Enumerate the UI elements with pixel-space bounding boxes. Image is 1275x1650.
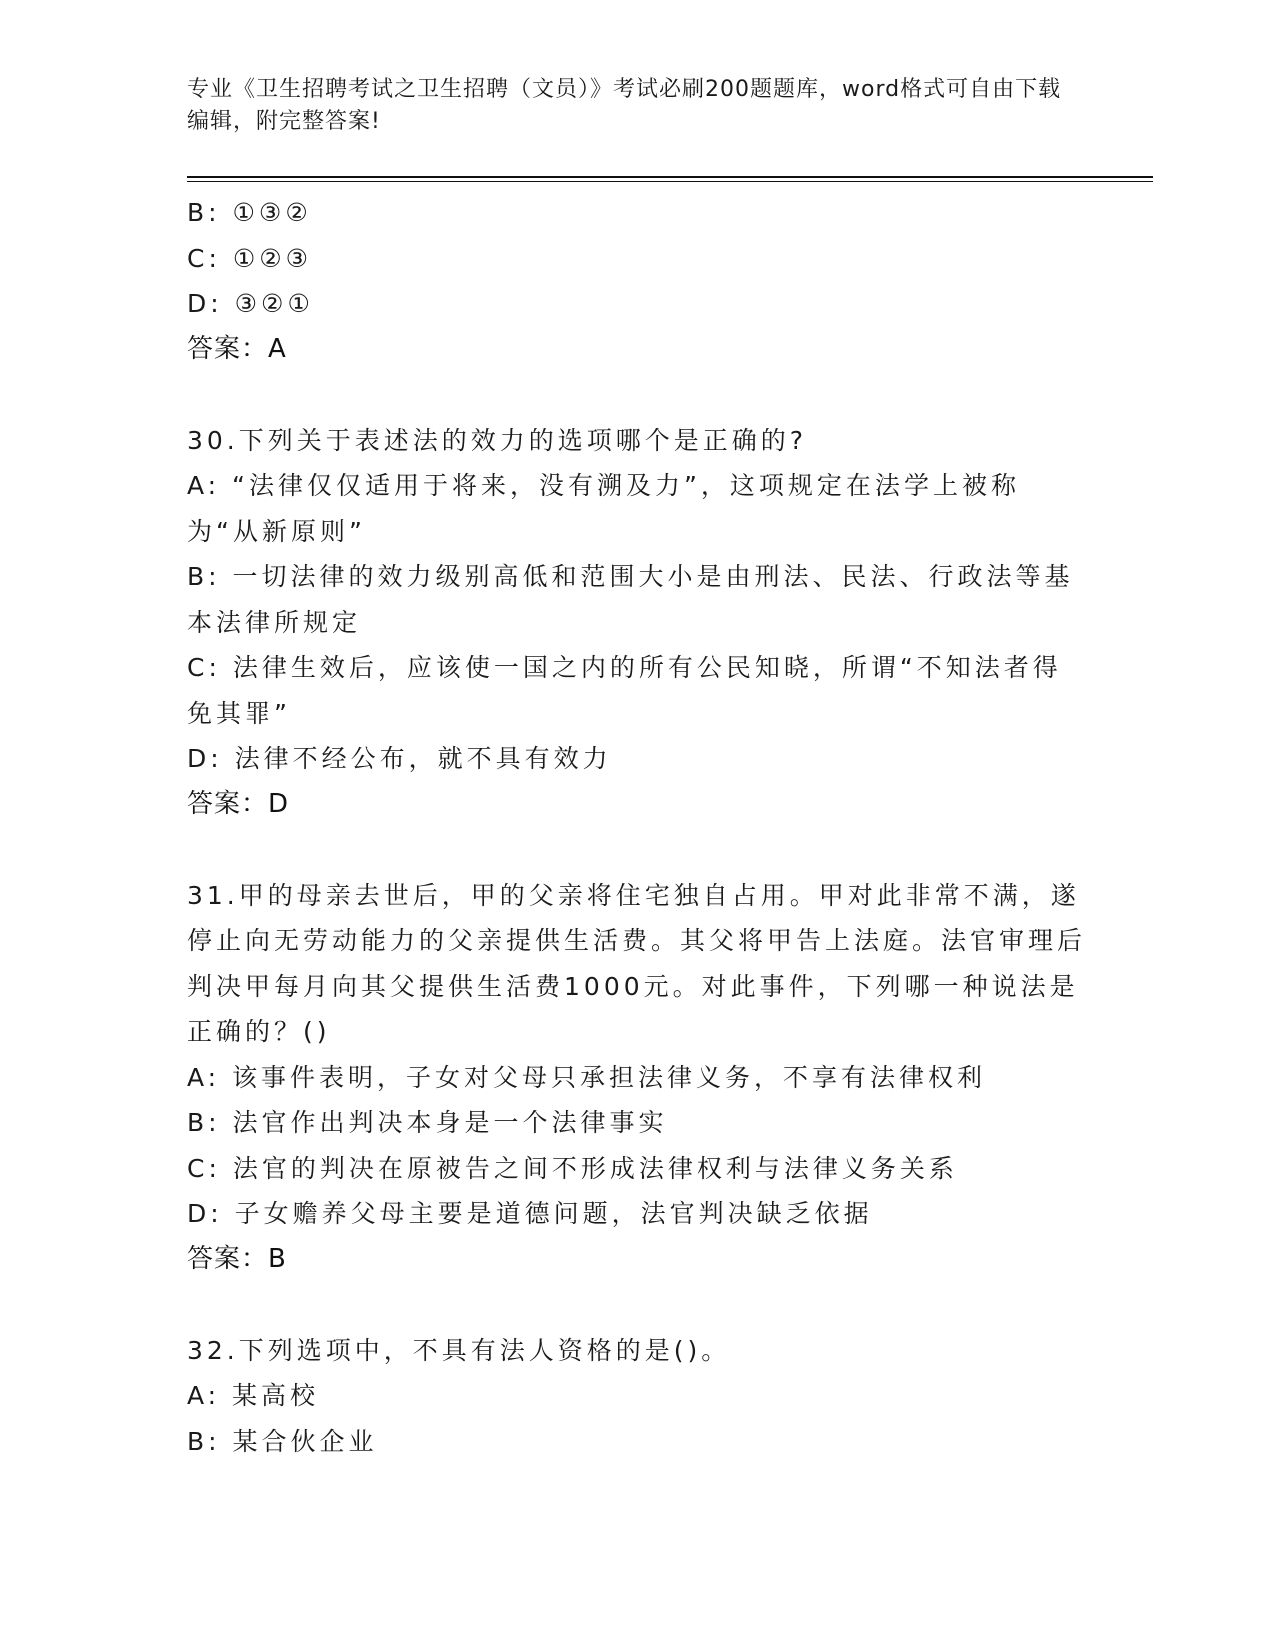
spacer xyxy=(187,372,1087,418)
answer-line: 答案：D xyxy=(187,788,290,819)
option-d: D: 法律不经公布，就不具有效力 xyxy=(187,744,612,773)
option-a: A: 某高校 xyxy=(187,1381,320,1410)
option-b: B: 一切法律的效力级别高低和范围大小是由刑法、民法、行政法等基本法律所规定 xyxy=(187,562,1074,637)
question-text: 30.下列关于表述法的效力的选项哪个是正确的? xyxy=(187,425,808,455)
header-rule-thin xyxy=(187,181,1153,182)
option-b: B: 法官作出判决本身是一个法律事实 xyxy=(187,1108,668,1137)
option-a: A: 该事件表明，子女对父母只承担法律义务，不享有法律权利 xyxy=(187,1062,987,1092)
option-b: B: ①③② xyxy=(187,198,312,227)
question-text: 31.甲的母亲去世后，甲的父亲将住宅独自占用。甲对此非常不满，遂停止向无劳动能力的父亲提供生活费。其父将甲告上法庭。法官审理后判决甲每月向其父提供生活费1000元。对此事件，下列哪一种说法是正确的？() xyxy=(187,880,1087,1046)
document-header: 专业《卫生招聘考试之卫生招聘（文员）》考试必刷200题题库，word格式可自由下载编辑，附完整答案! xyxy=(187,77,1062,134)
option-c: C: 法官的判决在原被告之间不形成法律权利与法律义务关系 xyxy=(187,1153,958,1183)
option-d: D: 子女赡养父母主要是道德问题，法官判决缺乏依据 xyxy=(187,1199,873,1228)
option-c: C: 法律生效后，应该使一国之内的所有公民知晓，所谓“不知法者得免其罪” xyxy=(187,653,1062,728)
option-a: A: “法律仅仅适用于将来，没有溯及力”，这项规定在法学上被称为“从新原则” xyxy=(187,471,1020,546)
question-31 xyxy=(187,873,1087,1283)
answer-line: 答案：B xyxy=(187,1243,287,1274)
document-body xyxy=(187,190,1087,1464)
question-30 xyxy=(187,418,1087,828)
option-c: C: ①②③ xyxy=(187,243,313,273)
spacer xyxy=(187,1282,1087,1328)
question-32 xyxy=(187,1328,1087,1465)
answer-line: 答案：A xyxy=(187,333,287,364)
spacer xyxy=(187,827,1087,873)
prev-question-block xyxy=(187,190,1087,372)
option-d: D: ③②① xyxy=(187,289,314,318)
header-rule-thick xyxy=(187,176,1153,178)
option-b: B: 某合伙企业 xyxy=(187,1426,378,1456)
question-text: 32.下列选项中，不具有法人资格的是()。 xyxy=(187,1335,731,1365)
